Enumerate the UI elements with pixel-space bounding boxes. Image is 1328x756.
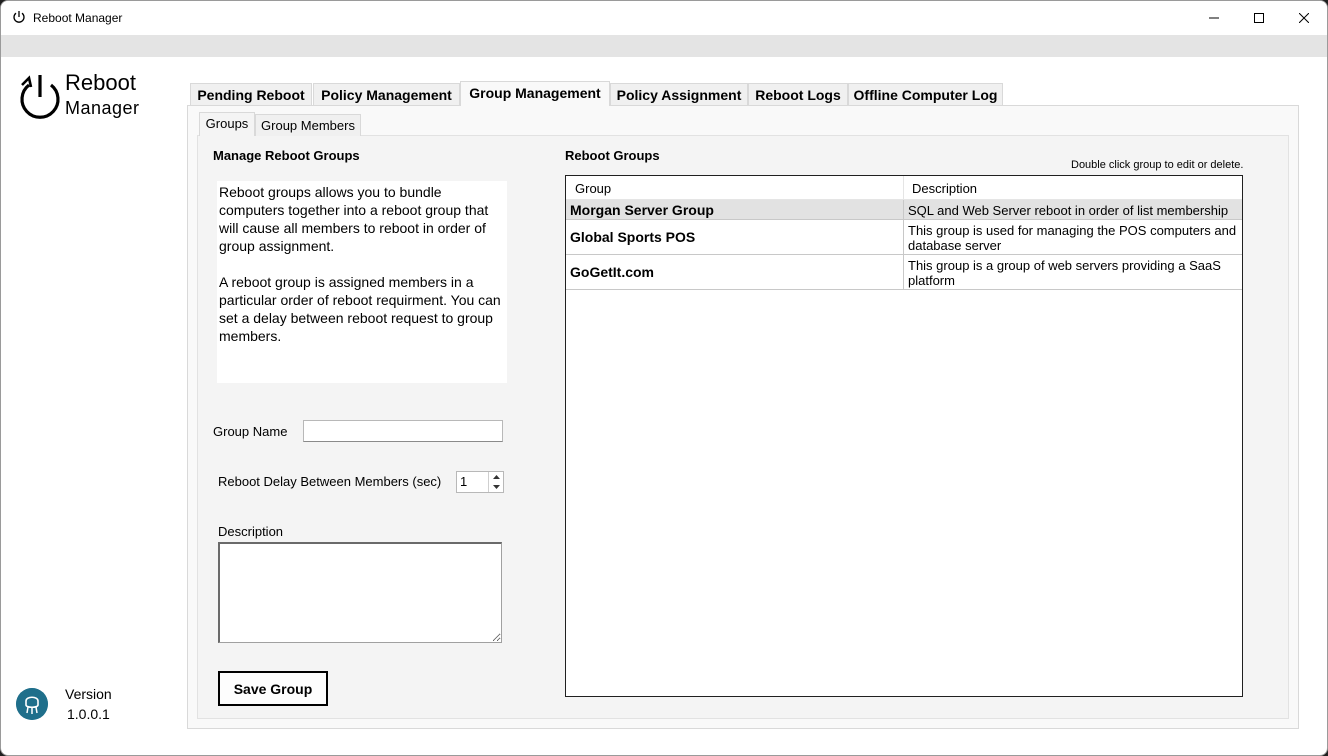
maximize-icon [1254, 13, 1264, 23]
tab-reboot-logs[interactable]: Reboot Logs [748, 83, 848, 105]
caret-up-icon [493, 475, 500, 479]
manage-groups-heading: Manage Reboot Groups [213, 148, 360, 163]
minimize-icon [1209, 13, 1219, 23]
caret-down-icon [493, 485, 500, 489]
table-row[interactable] [566, 255, 1242, 290]
description-textarea[interactable] [218, 542, 502, 643]
list-header [566, 176, 1242, 200]
info-text-box [217, 181, 507, 383]
tab-pending-reboot[interactable]: Pending Reboot [190, 83, 312, 105]
tab-group-management[interactable]: Group Management [460, 81, 610, 106]
title-bar [1, 1, 1327, 35]
groups-list-view[interactable] [565, 175, 1243, 697]
subtab-groups[interactable]: Groups [199, 112, 255, 136]
close-icon [1299, 13, 1309, 23]
tab-offline-computer-log[interactable]: Offline Computer Log [848, 83, 1003, 105]
reboot-logo-icon [18, 71, 62, 119]
table-row[interactable] [566, 200, 1242, 220]
group-cell: Global Sports POS [566, 220, 904, 254]
column-header-description[interactable]: Description [912, 181, 978, 196]
column-header-group[interactable]: Group [566, 176, 904, 200]
subtab-group-members[interactable]: Group Members [255, 114, 361, 136]
company-badge-icon [16, 688, 48, 720]
group-name-label: Group Name [213, 424, 288, 439]
table-row[interactable] [566, 220, 1242, 255]
group-cell: GoGetIt.com [566, 255, 904, 289]
brand-title: Reboot [65, 70, 136, 95]
reboot-delay-value: 1 [460, 474, 468, 489]
power-icon [12, 10, 26, 24]
info-paragraph-1: Reboot groups allows you to bundle computers together into a reboot group that will cause all members to reboot in order of group assignment. [219, 184, 489, 254]
save-group-button[interactable]: Save Group [218, 671, 328, 706]
version-value: 1.0.0.1 [67, 706, 110, 722]
reboot-groups-heading: Reboot Groups [565, 148, 660, 163]
description-cell: This group is a group of web servers providing a SaaS platform [908, 257, 1221, 288]
tab-policy-assignment[interactable]: Policy Assignment [610, 83, 748, 105]
info-paragraph-2: A reboot group is assigned members in a particular order of reboot requirment. You can set a delay between reboot request to group members. [219, 274, 501, 344]
tab-policy-management[interactable]: Policy Management [313, 83, 460, 105]
minimize-button[interactable] [1191, 1, 1237, 35]
description-cell: SQL and Web Server reboot in order of list membership [908, 202, 1229, 218]
maximize-button[interactable] [1236, 1, 1282, 35]
list-hint: Double click group to edit or delete. [1071, 159, 1244, 171]
group-name-input[interactable] [303, 420, 503, 442]
group-cell: Morgan Server Group [566, 200, 904, 219]
reboot-delay-stepper[interactable] [456, 471, 504, 493]
close-button[interactable] [1281, 1, 1327, 35]
description-cell: This group is used for managing the POS computers and database server [908, 222, 1237, 253]
window-title: Reboot Manager [33, 11, 123, 25]
description-label: Description [218, 524, 284, 539]
menu-strip [1, 35, 1327, 57]
stepper-up-button[interactable] [489, 472, 503, 482]
stepper-down-button[interactable] [489, 482, 503, 492]
reboot-delay-label: Reboot Delay Between Members (sec) [218, 474, 442, 489]
stepper-buttons [488, 472, 503, 492]
version-label: Version [65, 686, 112, 702]
brand-subtitle: Manager [65, 98, 140, 118]
